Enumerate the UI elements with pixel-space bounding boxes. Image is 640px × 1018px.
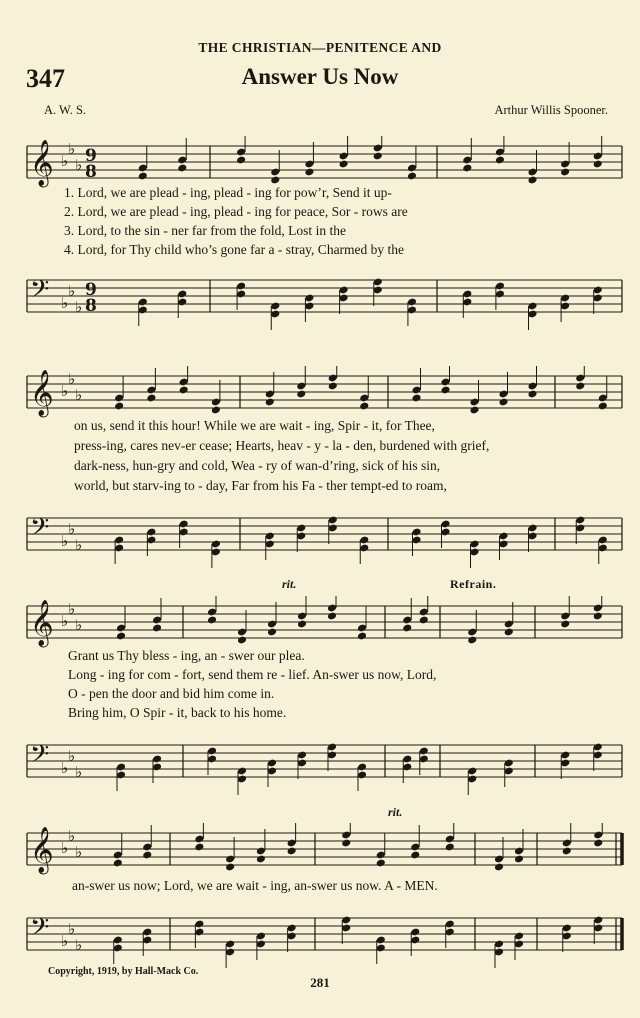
composer-credit: Arthur Willis Spooner.	[494, 103, 608, 117]
svg-text:♭: ♭	[61, 932, 69, 950]
svg-text:𝄞: 𝄞	[30, 370, 54, 416]
svg-text:♭: ♭	[68, 747, 76, 765]
verse-1-line-2: on us, send it this hour! While we are wait - ing, Spir - it, for Thee,	[74, 418, 435, 433]
svg-text:♭: ♭	[75, 386, 83, 404]
verse-3-line-3: O - pen the door and bid him come in.	[68, 686, 275, 701]
svg-text:♭: ♭	[68, 920, 76, 938]
svg-text:9: 9	[85, 280, 97, 300]
svg-text:♭: ♭	[68, 140, 76, 158]
svg-text:♭: ♭	[61, 152, 69, 170]
system-4-treble-staff	[0, 823, 640, 883]
verse-2-line-1: 2. Lord, we are plead - ing, plead - ing for peace, Sor - rows are	[64, 204, 408, 219]
system-2-treble-staff	[0, 366, 640, 426]
hymn-number: 347	[26, 64, 65, 93]
svg-text:♭: ♭	[68, 600, 76, 618]
svg-text:𝄢: 𝄢	[30, 275, 50, 310]
refrain-line: an-swer us now; Lord, we are wait - ing, an-swer us now. A - MEN.	[72, 878, 438, 893]
svg-text:♭: ♭	[75, 843, 83, 861]
verse-4-line-3: Bring him, O Spir - it, back to his home.	[68, 705, 287, 720]
verse-2-line-2: press-ing, cares nev-er cease; Hearts, heav - y - la - den, burdened with grief,	[74, 438, 490, 453]
svg-text:♭: ♭	[75, 298, 83, 316]
svg-text:𝄢: 𝄢	[30, 513, 50, 548]
svg-text:9: 9	[85, 146, 97, 166]
system-3-bass-staff	[0, 735, 640, 795]
svg-text:𝄞: 𝄞	[30, 600, 54, 646]
svg-text:♭: ♭	[68, 827, 76, 845]
hymn-title: Answer Us Now	[241, 64, 399, 89]
ritardando-marking: rit.	[282, 577, 297, 591]
svg-text:♭: ♭	[61, 294, 69, 312]
svg-text:♭: ♭	[75, 616, 83, 634]
verse-2-line-3: Long - ing for com - fort, send them re - lief. An-swer us now, Lord,	[68, 667, 437, 682]
svg-text:𝄢: 𝄢	[30, 740, 50, 775]
svg-text:𝄞: 𝄞	[30, 827, 54, 873]
lyricist-credit: A. W. S.	[44, 103, 87, 117]
refrain-label: Refrain.	[450, 577, 497, 591]
svg-text:♭: ♭	[75, 936, 83, 954]
ritardando-marking: rit.	[388, 805, 403, 819]
section-heading: THE CHRISTIAN—PENITENCE AND	[198, 40, 442, 55]
verse-3-line-1: 3. Lord, to the sin - ner far from the fold, Lost in the	[64, 223, 346, 238]
svg-text:8: 8	[85, 162, 97, 182]
svg-text:♭: ♭	[68, 520, 76, 538]
system-4-bass-staff	[0, 908, 640, 968]
svg-text:♭: ♭	[61, 532, 69, 550]
copyright-notice: Copyright, 1919, by Hall-Mack Co.	[48, 966, 199, 977]
svg-text:♭: ♭	[68, 282, 76, 300]
verse-4-line-1: 4. Lord, for Thy child who’s gone far a - stray, Charmed by the	[64, 242, 405, 257]
svg-text:♭: ♭	[75, 156, 83, 174]
verse-4-line-2: world, but starv-ing to - day, Far from his Fa - ther tempt-ed to roam,	[74, 478, 447, 493]
system-1-bass-staff	[0, 270, 640, 330]
svg-text:♭: ♭	[61, 612, 69, 630]
svg-text:♭: ♭	[61, 839, 69, 857]
verse-1-line-3: Grant us Thy bless - ing, an - swer our plea.	[68, 648, 305, 663]
svg-text:♭: ♭	[75, 763, 83, 781]
svg-text:♭: ♭	[68, 370, 76, 388]
verse-1-line-1: 1. Lord, we are plead - ing, plead - ing for pow’r, Send it up-	[64, 185, 392, 200]
svg-text:𝄢: 𝄢	[30, 913, 50, 948]
system-3-treble-staff	[0, 596, 640, 656]
svg-text:♭: ♭	[61, 759, 69, 777]
svg-text:𝄞: 𝄞	[30, 140, 54, 186]
page-number: 281	[310, 975, 330, 990]
svg-text:♭: ♭	[75, 536, 83, 554]
svg-text:♭: ♭	[61, 382, 69, 400]
system-2-bass-staff	[0, 508, 640, 568]
verse-3-line-2: dark-ness, hun-gry and cold, Wea - ry of wan-d’ring, sick of his sin,	[74, 458, 441, 473]
svg-text:8: 8	[85, 296, 97, 316]
